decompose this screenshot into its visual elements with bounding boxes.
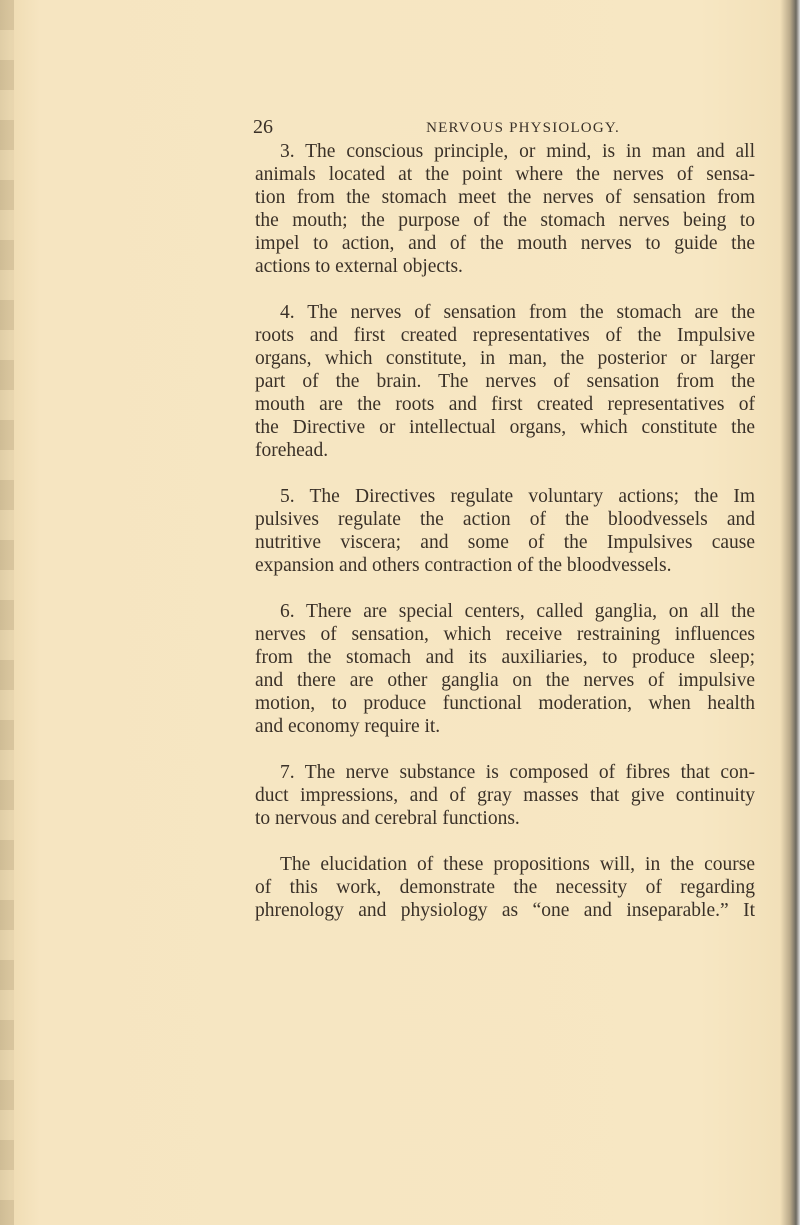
text-line: phrenology and physiology as “one and inseparable.” It: [255, 900, 755, 921]
page-number: 26: [253, 116, 273, 138]
text-line: of this work, demonstrate the necessity of regarding: [255, 877, 755, 898]
text-line: pulsives regulate the action of the bloodvessels and: [255, 509, 755, 530]
text-line: and economy require it.: [255, 716, 441, 737]
paragraph: [255, 761, 755, 830]
text-line: part of the brain. The nerves of sensation from the: [255, 371, 755, 392]
paragraph: [255, 600, 755, 738]
paragraph-gap: [255, 830, 755, 853]
text-line: 5. The Directives regulate voluntary actions; the Im: [280, 486, 755, 507]
text-line: nerves of sensation, which receive restraining influences: [255, 624, 755, 645]
paragraph: [255, 853, 755, 922]
text-line: roots and first created representatives of the Impulsive: [255, 325, 755, 346]
text-line: 3. The conscious principle, or mind, is in man and all: [280, 141, 755, 162]
text-line: and there are other ganglia on the nerves of impulsive: [255, 670, 755, 691]
paragraph-gap: [255, 278, 755, 301]
text-line: 7. The nerve substance is composed of fibres that con-: [280, 762, 755, 783]
text-line: tion from the stomach meet the nerves of sensation from: [255, 187, 755, 208]
page-body: [255, 140, 755, 922]
paragraph: [255, 485, 755, 577]
running-title: NERVOUS PHYSIOLOGY.: [426, 120, 620, 136]
text-line: duct impressions, and of gray masses that give continuity: [255, 785, 755, 806]
text-line: forehead.: [255, 440, 329, 461]
text-line: from the stomach and its auxiliaries, to produce sleep;: [255, 647, 755, 668]
book-spine-edge: [0, 0, 14, 1225]
text-line: The elucidation of these propositions will, in the course: [280, 854, 755, 875]
text-line: nutritive viscera; and some of the Impulsives cause: [255, 532, 755, 553]
text-line: 4. The nerves of sensation from the stomach are the: [280, 302, 755, 323]
paragraph: [255, 140, 755, 278]
text-line: the mouth; the purpose of the stomach nerves being to: [255, 210, 755, 231]
text-line: to nervous and cerebral functions.: [255, 808, 520, 829]
paragraph-gap: [255, 738, 755, 761]
text-line: mouth are the roots and first created representatives of: [255, 394, 755, 415]
text-line: expansion and others contraction of the bloodvessels.: [255, 555, 672, 576]
paragraph-gap: [255, 462, 755, 485]
text-line: actions to external objects.: [255, 256, 463, 277]
text-line: animals located at the point where the nerves of sensa-: [255, 164, 755, 185]
text-line: 6. There are special centers, called ganglia, on all the: [280, 601, 755, 622]
page-header: [253, 116, 753, 140]
text-line: the Directive or intellectual organs, which constitute the: [255, 417, 755, 438]
paragraph-gap: [255, 577, 755, 600]
text-line: organs, which constitute, in man, the posterior or larger: [255, 348, 755, 369]
paragraph: [255, 301, 755, 462]
text-line: motion, to produce functional moderation, when health: [255, 693, 755, 714]
text-line: impel to action, and of the mouth nerves to guide the: [255, 233, 755, 254]
